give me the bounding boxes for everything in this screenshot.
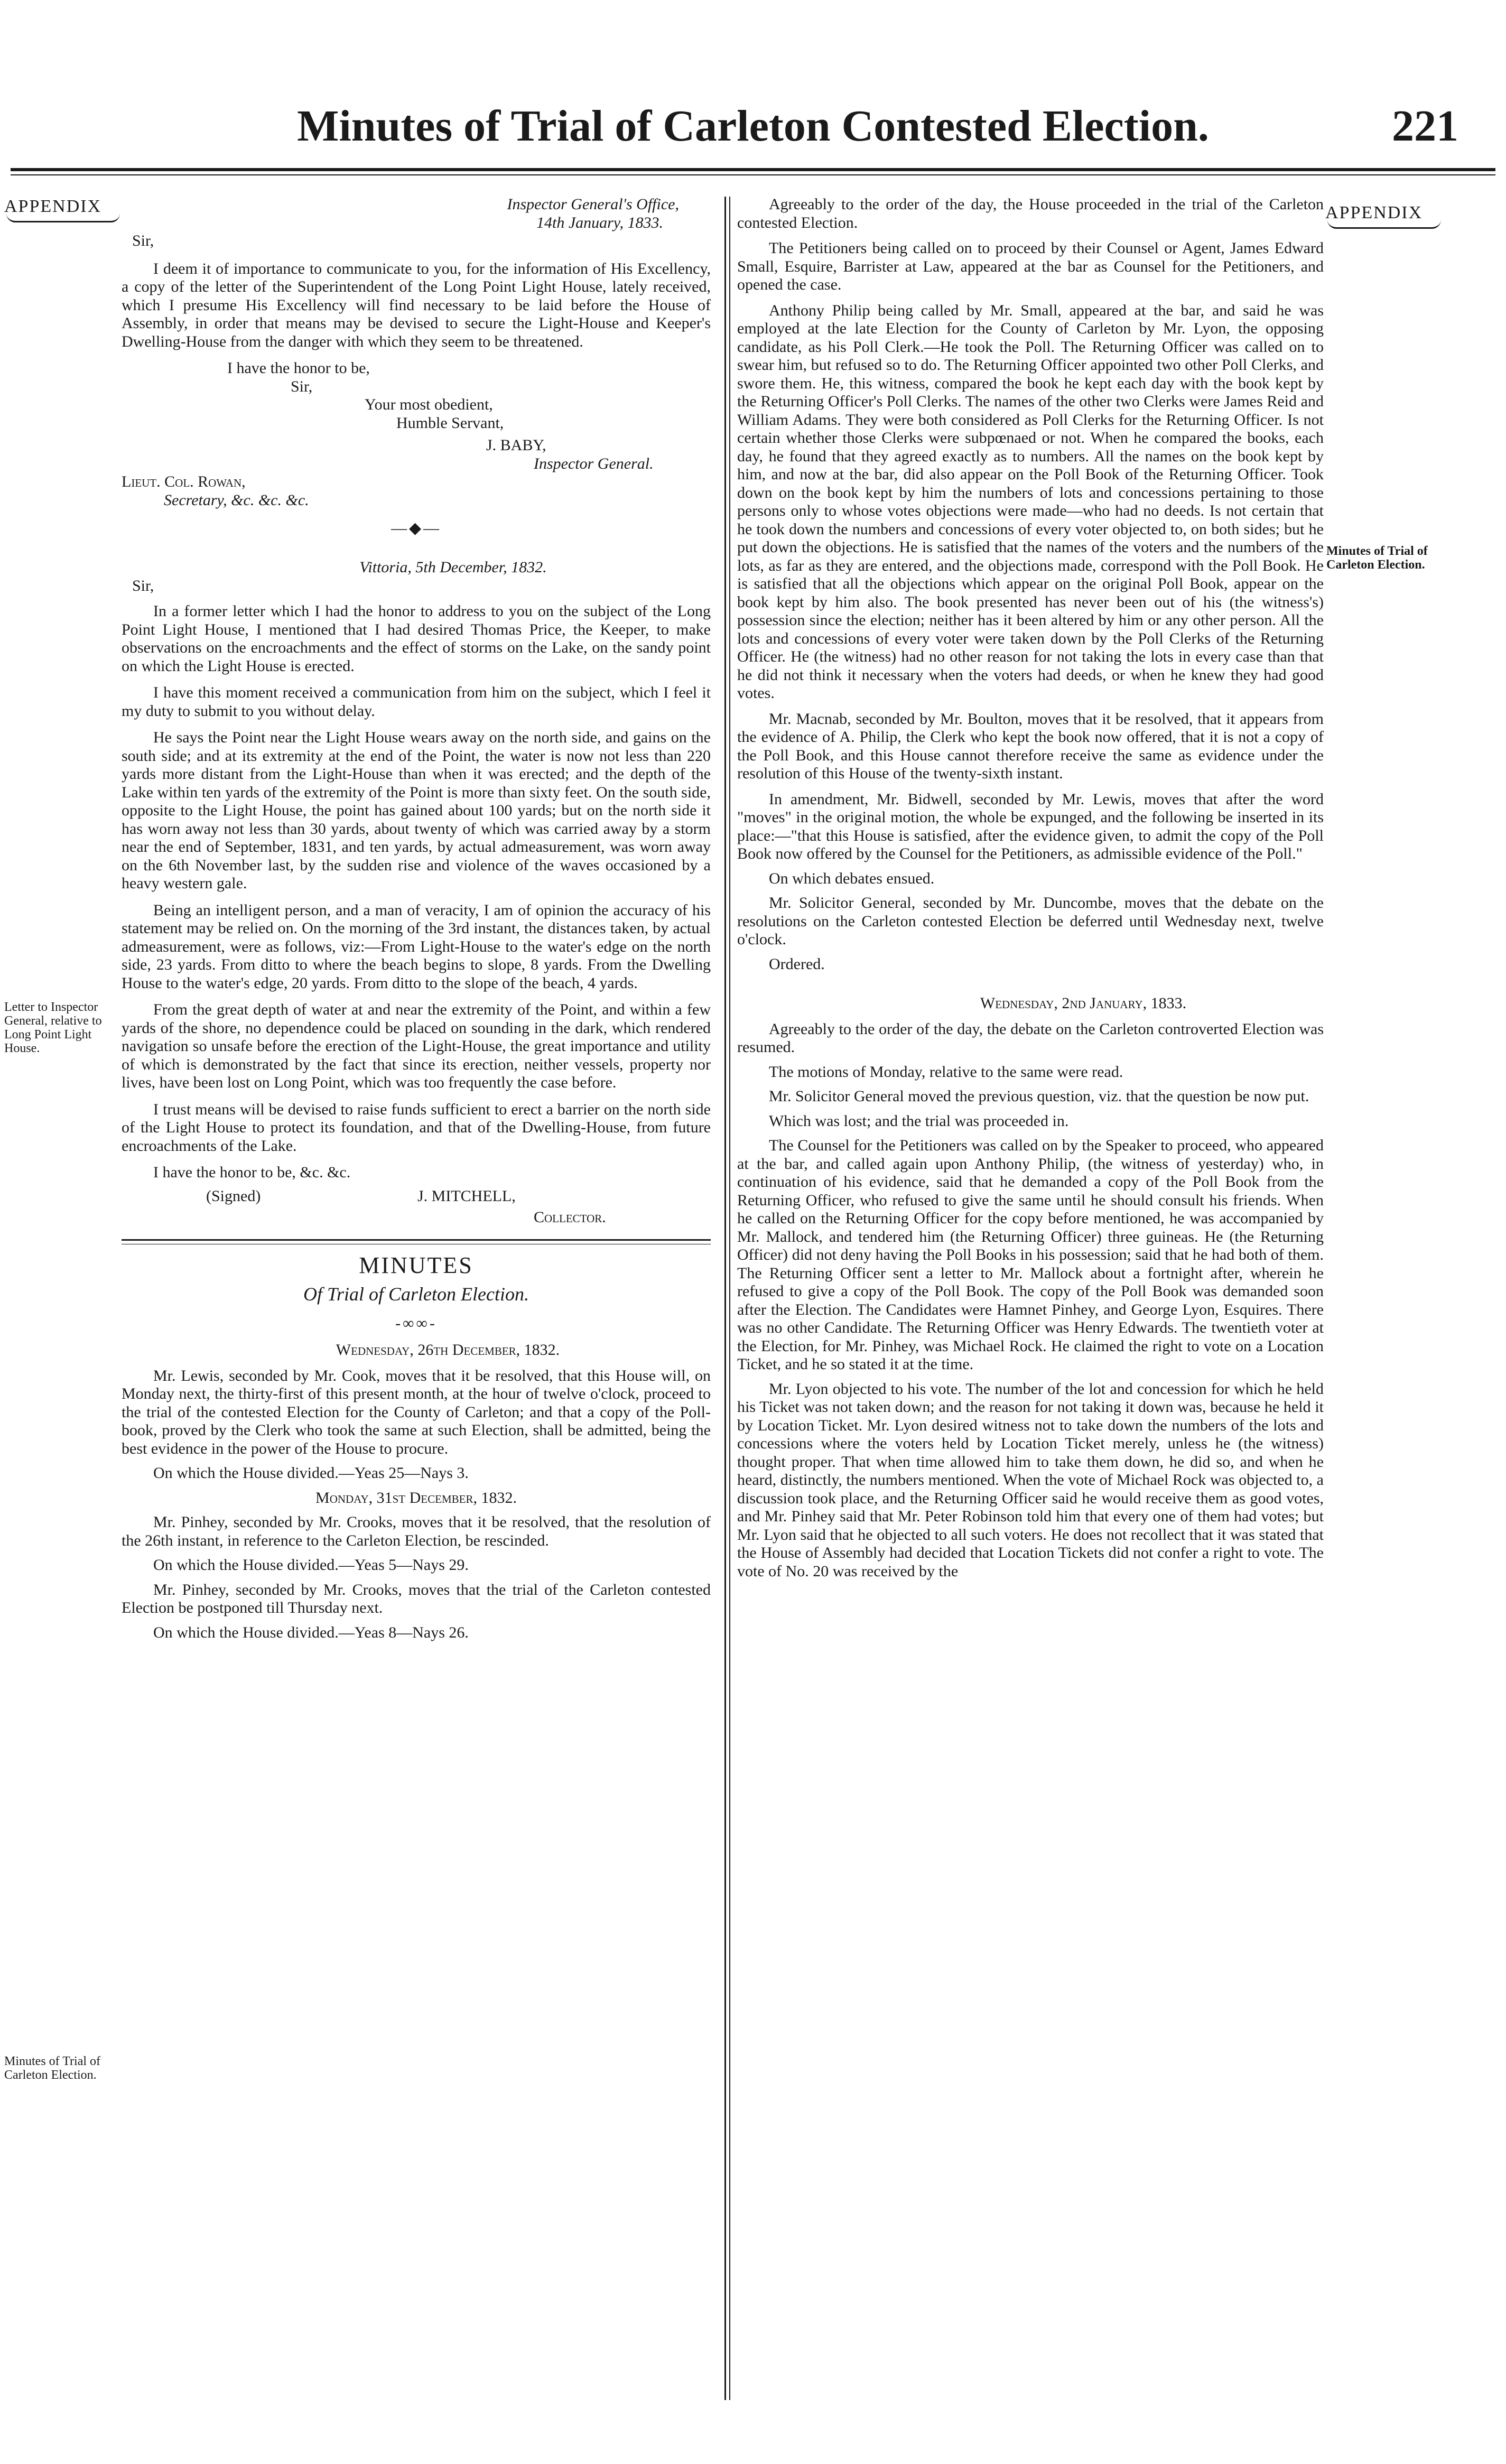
date-heading: Wednesday, 26th December, 1832. <box>336 1341 560 1359</box>
page-number: 221 <box>1392 101 1458 151</box>
page-header <box>0 0 1506 169</box>
signature-title: Collector. <box>534 1208 606 1226</box>
minutes-paragraph: Ordered. <box>769 955 825 973</box>
closing-line: Sir, <box>291 377 313 395</box>
letter-paragraph: In a former letter which I had the honor to address to you on the subject of the Long Point Light House, I mentioned that I had desired Thomas Price, the Keeper, to make observations on the encroachments and the effect of storms on the Lake, on the sandy point on which the Light House is erected. <box>122 602 711 675</box>
minutes-paragraph: Which was lost; and the trial was proceeded in. <box>769 1112 1069 1130</box>
margin-note-minutes-left: Minutes of Trial of Carleton Election. <box>4 2054 101 2082</box>
letter-paragraph: I trust means will be devised to raise funds sufficient to erect a barrier on the north side of the Light House to protect its foundation, and that of the Dwelling-House, from future encroachments of the Lake. <box>122 1100 711 1155</box>
minutes-paragraph: Mr. Pinhey, seconded by Mr. Crooks, moves that it be resolved, that the resolution of the 26th instant, in reference to the Carleton Election, be rescinded. <box>122 1513 711 1549</box>
column-divider-inner <box>729 197 730 2400</box>
office-date: 14th January, 1833. <box>536 213 663 231</box>
section-ornament: —◆— <box>391 519 442 537</box>
minutes-paragraph: Mr. Pinhey, seconded by Mr. Crooks, moves that the trial of the Carleton contested Election be postponed till Thursday next. <box>122 1580 711 1616</box>
minutes-paragraph: On which debates ensued. <box>769 869 935 887</box>
appendix-label-right: APPENDIX <box>1325 203 1423 222</box>
letter-paragraph: I have this moment received a communication from him on the subject, which I feel it my duty to submit to you without delay. <box>122 684 711 720</box>
minutes-paragraph: Anthony Philip being called by Mr. Small, appeared at the bar, and said he was employed at the late Election for the County of Carleton by Mr. Lyon, the opposing candidate, as his Poll Clerk.—He took the Poll. The Returning Officer was called on to swear him, but refused so to do. The Returning Officer appointed two other Poll Clerks, and swore them. He, this witness, compared the book he kept each day with the book kept by the Returning Officer's Poll Clerks. The names of the other two Clerks were James Reid and William Adams. They were both considered as Poll Clerks for the Returning Officer. Is not certain whether those Clerks were subpœnaed or not. When he compared the books, each day, he found that they agreed exactly as to numbers. All the names on the book kept by him, and now at the bar, did also appear on the Poll Book of the Returning Officer. Took down on the book kept by him the numbers of lots and concessions pertaining to those persons only to whose votes objections were made—who had no deeds. Is not certain that he took down the numbers and concessions of every voter objected to, on both sides; but he put down the objections. He is satisfied that the names of the voters and the numbers of the lots, as far as they are entered, and the objections made, correspond with the Poll Book. He is satisfied that all the objections which appear on the original Poll Book, appear on the book kept by him also. The book presented has never been out of his (the witness's) possession since the election; neither has it been altered by him or any other person. All the lots and concessions of every voter were taken down by the Poll Clerks of the Returning Officer. He (the witness) had no other reason for not taking the lots in every case than that he did not think it necessary when the voters had deeds, or when he knew they had good votes. <box>737 301 1324 702</box>
date-heading: Wednesday, 2nd January, 1833. <box>980 994 1187 1012</box>
date-heading: Monday, 31st December, 1832. <box>315 1489 517 1507</box>
minutes-paragraph: Agreeably to the order of the day, the debate on the Carleton controverted Election was resumed. <box>737 1020 1324 1056</box>
office-line: Inspector General's Office, <box>507 196 679 213</box>
minutes-paragraph: On which the House divided.—Yeas 25—Nays 3. <box>153 1464 469 1482</box>
signature-title: Inspector General. <box>534 454 654 472</box>
column-divider <box>724 197 726 2400</box>
header-rule-thin <box>11 174 1495 175</box>
addressee-title: Secretary, &c. &c. &c. <box>164 491 309 509</box>
letter-paragraph: He says the Point near the Light House wears away on the north side, and gains on the south side; and at its extremity at the end of the Point, the water is now not less than 220 yards more distant from the Light-House than when it was erected; and the depth of the Lake within ten yards of the extremity of the Point is more than sixty feet. On the south side, opposite to the Light House, the point has gained about 100 yards; but on the north side it has worn away not less than 30 yards, about twenty of which was carried away by a storm near the end of September, 1831, and ten yards, by actual admeasurement, was worn away on the 6th November last, by the sudden rise and violence of the waves occasioned by a heavy western gale. <box>122 729 711 892</box>
appendix-label-left: APPENDIX <box>4 197 102 216</box>
page-title: Minutes of Trial of Carleton Contested Election. <box>297 101 1209 151</box>
closing-line: I have the honor to be, <box>227 359 370 377</box>
right-column <box>737 196 1324 1580</box>
signature: J. MITCHELL, <box>417 1187 516 1205</box>
minutes-paragraph: Mr. Solicitor General moved the previous question, viz. that the question be now put. <box>769 1087 1309 1105</box>
minutes-subheading: Of Trial of Carleton Election. <box>303 1284 529 1305</box>
minutes-paragraph: Mr. Lyon objected to his vote. The number of the lot and concession for which he held his Ticket was not taken down; and the reason for not taking it down was, because he held it by Location Ticket. Mr. Lyon desired witness not to take down the numbers of the lots and concessions where the voters held by Location Ticket merely, unless he (the witness) thought proper. That when time allowed him to take them down, he did so, and when he heard, distinctly, the numbers mentioned. When the vote of Michael Rock was objected to, a discussion took place, and the Returning Officer said he would receive them as good votes, and Mr. Pinhey said that Mr. Peter Robinson told him that every one of them had votes; but Mr. Lyon said that he objected to all such voters. He does not recollect that it was stated that the House of Assembly had decided that Location Tickets did not confer a right to vote. The vote of No. 20 was received by the <box>737 1380 1324 1580</box>
appendix-brace-left <box>6 213 120 222</box>
place-date: Vittoria, 5th December, 1832. <box>359 559 547 576</box>
salutation: Sir, <box>132 232 154 249</box>
minutes-paragraph: Mr. Solicitor General, seconded by Mr. Duncombe, moves that the debate on the resolutions on the Carleton contested Election be deferred until Wednesday next, twelve o'clock. <box>737 894 1324 948</box>
minutes-paragraph: The Petitioners being called on to proceed by their Counsel or Agent, James Edward Small, Esquire, Barrister at Law, appeared at the bar as Counsel for the Petitioners, and opened the case. <box>737 239 1324 293</box>
salutation: Sir, <box>132 577 154 594</box>
left-column <box>122 196 711 1642</box>
section-ornament: -∞∞- <box>395 1315 437 1332</box>
letter-paragraph: Being an intelligent person, and a man of veracity, I am of opinion the accuracy of his statement may be relied on. On the morning of the 3rd instant, the distances taken, by actual admeasurement, were as follows, viz:—From Light-House to the water's edge on the north side, 23 yards. From ditto to where the beach begins to slope, 8 yards. From the Dwelling House to the water's edge, 20 yards. From ditto to the slope of the beach, 4 yards. <box>122 901 711 992</box>
signed-label: (Signed) <box>206 1187 261 1205</box>
letter-paragraph: I deem it of importance to communicate to you, for the information of His Excellency, a copy of the letter of the Superintendent of the Long Point Light House, lately received, which I presume His Excellency will find necessary to be laid before the House of Assembly, in order that means may be devised to secure the Light-House and Keeper's Dwelling-House from the danger with which they seem to be threatened. <box>122 259 711 350</box>
header-rule <box>11 168 1495 171</box>
minutes-paragraph: Mr. Macnab, seconded by Mr. Boulton, moves that it be resolved, that it appears from the evidence of A. Philip, the Clerk who kept the book now offered, that it is not a copy of the Poll Book, and this House cannot therefore receive the same as evidence under the resolution of this House of the twenty-sixth instant. <box>737 710 1324 782</box>
minutes-paragraph: The Counsel for the Petitioners was called on by the Speaker to proceed, who appeared at the bar, and called again upon Anthony Philip, (the witness of yesterday) who, in continuation of his evidence, said that he demanded a copy of the Poll Book from the Returning Officer, who refused to give the same until he should consult his friends. When he called on the Returning Officer for the copy before mentioned, he was accompanied by Mr. Mallock, and tendered him (the Returning Officer) three guineas. He (the Returning Officer) did not deny having the Poll Books in his possession; said that he had both of them. The Returning Officer sent a letter to Mr. Mallock about a fortnight after, wherein he refused to give a copy of the Poll Book. The copy of the Poll Book was demanded soon after the Election. The Candidates were Hamnet Pinhey, and George Lyon, Esquires. There was no other Candidate. The Returning Officer was Henry Edwards. The twentieth voter at the Election, for Mr. Pinhey, was Michael Rock. He claimed the right to vote on a Location Ticket, and he so stated it at the time. <box>737 1137 1324 1373</box>
minutes-paragraph: Agreeably to the order of the day, the House proceeded in the trial of the Carleton contested Election. <box>737 196 1324 231</box>
minutes-heading: MINUTES <box>359 1252 473 1278</box>
letter-paragraph: From the great depth of water at and near the extremity of the Point, and within a few yards of the shore, no dependence could be placed on sounding in the dark, which rendered navigation so unsafe before the erection of the Light-House, the great importance and utility of which is demonstrated by the fact that since its erection, neither vessels, property nor lives, have been lost on Long Point, which was too frequently the case before. <box>122 1001 711 1091</box>
margin-note-minutes-right: Minutes of Trial of Carleton Election. <box>1326 544 1428 572</box>
minutes-paragraph: Mr. Lewis, seconded by Mr. Cook, moves that it be resolved, that this House will, on Monday next, the thirty-first of this present month, at the hour of twelve o'clock, proceed to the trial of the contested Election for the County of Carleton; and that a copy of the Poll-book, proved by the Clerk who took the same at such Election, shall be admitted, being the best evidence in the power of the House to procure. <box>122 1366 711 1457</box>
minutes-paragraph: In amendment, Mr. Bidwell, seconded by Mr. Lewis, moves that after the word "moves" in the original motion, the whole be expunged, and the following be inserted in its place:—"that this House is satisfied, after the evidence given, to admit the copy of the Poll Book now offered by the Counsel for the Petitioners, as admissible evidence of the Poll." <box>737 790 1324 862</box>
section-rule <box>122 1239 711 1241</box>
minutes-paragraph: On which the House divided.—Yeas 5—Nays 29. <box>153 1556 469 1574</box>
signature: J. BABY, <box>486 436 546 454</box>
addressee: Lieut. Col. Rowan, <box>122 473 246 490</box>
appendix-brace-right <box>1327 220 1441 229</box>
minutes-paragraph: On which the House divided.—Yeas 8—Nays 26. <box>153 1623 469 1641</box>
margin-note-letter: Letter to Inspector General, relative to Long Point Light House. <box>4 1000 102 1055</box>
closing-line: Humble Servant, <box>396 414 504 432</box>
minutes-paragraph: The motions of Monday, relative to the same were read. <box>769 1063 1123 1081</box>
closing-line: I have the honor to be, &c. &c. <box>153 1164 351 1181</box>
closing-line: Your most obedient, <box>365 396 493 413</box>
